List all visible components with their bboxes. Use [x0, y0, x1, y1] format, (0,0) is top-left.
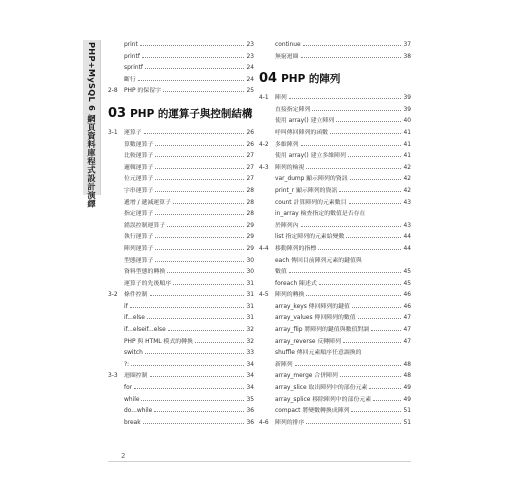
- dot-leader: [154, 411, 244, 412]
- page-ref: 44: [403, 234, 411, 241]
- dot-leader: [155, 168, 244, 169]
- entry-title: 直接指定陣列: [275, 106, 311, 113]
- page-ref: 24: [246, 65, 254, 72]
- dot-leader: [306, 423, 401, 424]
- toc-entry[interactable]: [108, 198, 254, 210]
- page-ref: 37: [403, 42, 411, 48]
- page-ref: 43: [403, 222, 411, 229]
- page-ref: 31: [246, 292, 254, 299]
- page-ref: 49: [403, 385, 411, 392]
- entry-title: in_array 檢查指定的數值是否存在: [275, 211, 366, 218]
- toc-entry[interactable]: [108, 325, 254, 337]
- page-ref: 23: [246, 42, 254, 48]
- entry-title: 運算子: [124, 129, 142, 136]
- page-ref: 28: [246, 187, 254, 194]
- toc-entry[interactable]: [108, 128, 254, 140]
- dot-leader: [340, 376, 401, 377]
- entry-title: 新陣列: [275, 361, 293, 368]
- entry-title: array_values 傳回陣列的數值: [275, 315, 356, 322]
- entry-title: 錯誤控制運算子: [124, 222, 166, 229]
- page-ref: 31: [246, 280, 254, 287]
- section-number: 4-6: [259, 419, 269, 426]
- toc-entry[interactable]: [259, 279, 411, 291]
- toc-entry[interactable]: [108, 163, 254, 175]
- toc-entry[interactable]: [259, 313, 411, 325]
- dot-leader: [130, 307, 244, 308]
- toc-entry[interactable]: [108, 348, 254, 360]
- page-ref: 38: [403, 53, 411, 60]
- dot-leader: [155, 191, 244, 192]
- page-ref: 51: [403, 408, 411, 415]
- entry-title: 使用 array() 建立多維陣列: [275, 153, 346, 160]
- entry-title: 資料型態的轉換: [124, 269, 166, 276]
- entry-title: switch: [124, 350, 143, 357]
- entry-title: 陣列: [275, 95, 287, 102]
- entry-title: 陣列的排序: [275, 419, 305, 426]
- dot-leader: [163, 91, 244, 92]
- page-ref: 47: [403, 315, 411, 322]
- page-ref: 25: [246, 88, 254, 95]
- page-ref: 45: [403, 280, 411, 287]
- entry-title: list 指定陣列的元素給變數: [275, 234, 345, 241]
- page-ref: 49: [403, 396, 411, 403]
- entry-title: 無窮迴圈: [275, 53, 299, 60]
- entry-title: continue: [275, 42, 301, 48]
- page-ref: 36: [246, 419, 254, 426]
- entry-title: array_reverse 反轉陣列: [275, 338, 341, 345]
- entry-title: each 傳回目前陣列元素的鍵值與: [275, 257, 362, 264]
- toc-entry[interactable]: [108, 174, 254, 186]
- toc-entry[interactable]: [259, 163, 411, 175]
- toc-entry[interactable]: [259, 371, 411, 383]
- dot-leader: [150, 376, 244, 377]
- toc-entry[interactable]: [108, 406, 254, 418]
- page-ref: 44: [403, 245, 411, 252]
- page-ref: 34: [246, 385, 254, 392]
- page-ref: 40: [403, 118, 411, 125]
- footer-rule: [108, 461, 411, 462]
- entry-title: array_keys 傳回陣列的鍵值: [275, 303, 350, 310]
- toc-entry[interactable]: [259, 395, 411, 407]
- chapter-number: 03: [108, 105, 127, 121]
- page-ref: 29: [246, 234, 254, 241]
- entry-title: array_merge 合併陣列: [275, 373, 338, 380]
- dot-leader: [155, 145, 244, 146]
- dot-leader: [195, 342, 244, 343]
- dot-leader: [155, 214, 244, 215]
- side-tab-title: PHP+MySQL 6 網頁資料庫程式設計演繹: [87, 42, 97, 208]
- dot-leader: [301, 57, 401, 58]
- toc-entry[interactable]: [259, 174, 411, 186]
- entry-title: if...else: [124, 315, 145, 322]
- toc-entry[interactable]: [108, 279, 254, 291]
- entry-title: 條件控制: [124, 292, 148, 299]
- dot-leader: [150, 295, 244, 296]
- entry-title: 運算子的先後順序: [124, 280, 172, 287]
- dot-leader: [289, 98, 401, 99]
- entry-title: count 計算陣列的元素數目: [275, 199, 347, 206]
- dot-leader: [143, 423, 244, 424]
- dot-leader: [289, 272, 401, 273]
- dot-leader: [319, 284, 401, 285]
- entry-title: 算數運算子: [124, 141, 154, 148]
- toc-entry[interactable]: [108, 244, 254, 256]
- entry-title: PHP 的保留字: [124, 88, 161, 95]
- dot-leader: [155, 261, 244, 262]
- entry-title: while: [124, 396, 140, 403]
- dot-leader: [173, 284, 244, 285]
- page-ref: 47: [403, 338, 411, 345]
- toc-entry[interactable]: [108, 232, 254, 244]
- page-ref: 34: [246, 361, 254, 368]
- toc-right-column: [259, 40, 411, 429]
- dot-leader: [138, 80, 244, 81]
- dot-leader: [145, 353, 244, 354]
- entry-title: print: [124, 42, 138, 48]
- toc-entry[interactable]: [108, 151, 254, 163]
- toc-entry[interactable]: [108, 40, 254, 52]
- toc-entry[interactable]: [259, 244, 411, 256]
- toc-entry[interactable]: [108, 360, 254, 372]
- toc-entry[interactable]: [108, 63, 254, 75]
- page-ref: 48: [403, 373, 411, 380]
- entry-title: sprintf: [124, 65, 143, 72]
- entry-title: 比較運算子: [124, 153, 154, 160]
- dot-leader: [339, 191, 401, 192]
- toc-entry[interactable]: [108, 140, 254, 152]
- page-ref: 36: [246, 408, 254, 415]
- entry-title: 字串運算子: [124, 187, 154, 194]
- entry-title: 遞增 / 遞減運算子: [124, 199, 171, 206]
- page-ref: 30: [246, 269, 254, 276]
- entry-title: if: [124, 303, 128, 310]
- dot-leader: [155, 249, 244, 250]
- entry-title: do...while: [124, 408, 153, 415]
- toc-entry[interactable]: [108, 302, 254, 314]
- dot-leader: [351, 411, 401, 412]
- dot-leader: [348, 156, 401, 157]
- chapter-heading: [259, 68, 411, 90]
- chapter-heading: [108, 103, 254, 125]
- entry-title: 邏輯運算子: [124, 164, 154, 171]
- toc-entry[interactable]: [259, 360, 411, 372]
- dot-leader: [167, 272, 244, 273]
- page-ref: 27: [246, 176, 254, 183]
- toc-entry[interactable]: [108, 383, 254, 395]
- page-ref: 45: [403, 269, 411, 276]
- dot-leader: [155, 237, 244, 238]
- toc-entry[interactable]: [259, 348, 411, 360]
- page-ref: 28: [246, 199, 254, 206]
- toc-entry[interactable]: [259, 406, 411, 418]
- page-ref: 43: [403, 199, 411, 206]
- page-ref: 31: [246, 315, 254, 322]
- entry-title: 呼叫傳回陣列的函數: [275, 129, 329, 136]
- entry-title: var_dump 顯示陣列的資訊: [275, 176, 348, 183]
- page-ref: 32: [246, 338, 254, 345]
- entry-title: 陣列運算子: [124, 245, 154, 252]
- dot-leader: [336, 121, 401, 122]
- page-ref: 42: [403, 187, 411, 194]
- toc-entry[interactable]: [108, 313, 254, 325]
- toc-entry[interactable]: [259, 40, 411, 52]
- toc-entry[interactable]: [108, 371, 254, 383]
- dot-leader: [350, 179, 401, 180]
- dot-leader: [306, 295, 401, 296]
- section-number: 3-1: [108, 129, 118, 136]
- toc-entry[interactable]: [259, 256, 411, 268]
- page-ref: 47: [403, 327, 411, 334]
- dot-leader: [346, 237, 401, 238]
- dot-leader: [141, 400, 244, 401]
- page-ref: 48: [403, 361, 411, 368]
- dot-leader: [358, 318, 401, 319]
- entry-title: for: [124, 385, 133, 392]
- page-ref: 42: [403, 164, 411, 171]
- entry-title: print_r 顯示陣列的資訊: [275, 187, 338, 194]
- page-ref: 30: [246, 257, 254, 264]
- entry-title: 使用 array() 建立陣列: [275, 118, 335, 125]
- dot-leader: [155, 179, 244, 180]
- dot-leader: [142, 57, 244, 58]
- dot-leader: [373, 400, 401, 401]
- page-ref: 41: [403, 129, 411, 136]
- page-ref: 42: [403, 176, 411, 183]
- toc-entry[interactable]: [259, 337, 411, 349]
- dot-leader: [371, 330, 401, 331]
- section-number: 3-2: [108, 292, 118, 299]
- toc-entry[interactable]: [259, 267, 411, 279]
- page-number: 2: [121, 452, 126, 460]
- toc-entry[interactable]: [259, 151, 411, 163]
- section-number: 3-3: [108, 373, 118, 380]
- page-ref: 27: [246, 164, 254, 171]
- entry-title: shuffle 傳回元素順序任意調換的: [275, 350, 362, 357]
- dot-leader: [167, 226, 244, 227]
- dot-leader: [343, 342, 401, 343]
- page-ref: 26: [246, 129, 254, 136]
- toc-entry[interactable]: [259, 325, 411, 337]
- entry-title: 斷行: [124, 76, 136, 83]
- chapter-title: PHP 的運算子與控制結構: [130, 107, 253, 120]
- page-ref: 29: [246, 245, 254, 252]
- page-ref: 35: [246, 396, 254, 403]
- toc-entry[interactable]: [259, 290, 411, 302]
- entry-title: ?:: [124, 361, 130, 368]
- toc-entry[interactable]: [259, 105, 411, 117]
- toc-entry[interactable]: [259, 302, 411, 314]
- page-margin: [0, 0, 66, 500]
- entry-title: 移動陣列的指標: [275, 245, 317, 252]
- toc-entry[interactable]: [259, 209, 411, 221]
- dot-leader: [155, 156, 244, 157]
- toc-entry[interactable]: [108, 256, 254, 268]
- toc-entry[interactable]: [259, 383, 411, 395]
- dot-leader: [306, 168, 401, 169]
- page-ref: 26: [246, 141, 254, 148]
- page-ref: 24: [246, 76, 254, 83]
- page-ref: 27: [246, 153, 254, 160]
- page-ref: 33: [246, 350, 254, 357]
- toc-entry[interactable]: [259, 418, 411, 430]
- toc-entry[interactable]: [108, 86, 254, 98]
- section-number: 4-2: [259, 141, 269, 148]
- dot-leader: [134, 388, 244, 389]
- toc-entry[interactable]: [108, 395, 254, 407]
- dot-leader: [318, 249, 401, 250]
- page-ref: 46: [403, 292, 411, 299]
- entry-title: array_flip 將陣列的鍵值與數值對調: [275, 327, 370, 334]
- dot-leader: [173, 203, 244, 204]
- entry-title: 執行運算子: [124, 234, 154, 241]
- toc-entry[interactable]: [108, 337, 254, 349]
- entry-title: array_slice 取出陣列中的部份元素: [275, 385, 368, 392]
- dot-leader: [295, 365, 401, 366]
- toc-entry[interactable]: [259, 140, 411, 152]
- dot-leader: [145, 68, 244, 69]
- dot-leader: [301, 226, 401, 227]
- entry-title: 於陣列內: [275, 222, 299, 229]
- dot-leader: [303, 45, 401, 46]
- dot-leader: [369, 388, 401, 389]
- chapter-number: 04: [259, 71, 278, 87]
- toc-entry[interactable]: [108, 186, 254, 198]
- toc-entry[interactable]: [108, 221, 254, 233]
- entry-title: break: [124, 419, 141, 426]
- toc-entry[interactable]: [259, 116, 411, 128]
- entry-title: 陣列的轉換: [275, 292, 305, 299]
- section-number: 4-4: [259, 245, 269, 252]
- page-ref: 51: [403, 419, 411, 426]
- dot-leader: [352, 307, 401, 308]
- dot-leader: [168, 330, 244, 331]
- page-ref: 28: [246, 211, 254, 218]
- page-ref: 41: [403, 141, 411, 148]
- entry-title: 陣列的檢視: [275, 164, 305, 171]
- entry-title: foreach 陳述式: [275, 280, 317, 287]
- dot-leader: [349, 203, 401, 204]
- toc-entry[interactable]: [259, 198, 411, 210]
- toc-entry[interactable]: [259, 93, 411, 105]
- page-ref: 31: [246, 303, 254, 310]
- toc-entry[interactable]: [108, 52, 254, 64]
- toc-entry[interactable]: [259, 186, 411, 198]
- toc-entry[interactable]: [108, 209, 254, 221]
- dot-leader: [140, 45, 244, 46]
- page-ref: 39: [403, 95, 411, 102]
- page-ref: 41: [403, 153, 411, 160]
- toc-entry[interactable]: [108, 267, 254, 279]
- dot-leader: [312, 110, 401, 111]
- entry-title: 型態運算子: [124, 257, 154, 264]
- section-number: 2-8: [108, 88, 118, 95]
- toc-entry[interactable]: [259, 232, 411, 244]
- entry-title: 位元運算子: [124, 176, 154, 183]
- page-ref: 39: [403, 106, 411, 113]
- page-ref: 29: [246, 222, 254, 229]
- entry-title: 多維陣列: [275, 141, 299, 148]
- dot-leader: [144, 133, 244, 134]
- entry-title: compact 將變數轉換成陣列: [275, 408, 350, 415]
- page-ref: 23: [246, 53, 254, 60]
- toc-entry[interactable]: [108, 418, 254, 430]
- page-ref: 34: [246, 373, 254, 380]
- page-ref: 32: [246, 327, 254, 334]
- toc-entry[interactable]: [259, 221, 411, 233]
- entry-title: 數值: [275, 269, 287, 276]
- toc-entry[interactable]: [259, 128, 411, 140]
- section-number: 4-1: [259, 95, 269, 102]
- dot-leader: [147, 318, 244, 319]
- dot-leader: [301, 145, 401, 146]
- section-number: 4-3: [259, 164, 269, 171]
- dot-leader: [330, 133, 401, 134]
- toc-left-column: [108, 40, 254, 429]
- entry-title: 迴圈控制: [124, 373, 148, 380]
- entry-title: PHP 與 HTML 模式的轉換: [124, 338, 193, 345]
- entry-title: 指定運算子: [124, 211, 154, 218]
- entry-title: if...elseif...else: [124, 327, 166, 334]
- entry-title: printf: [124, 53, 140, 60]
- chapter-title: PHP 的陣列: [281, 73, 341, 86]
- entry-title: array_splice 移除陣列中的部份元素: [275, 396, 372, 403]
- toc-entry[interactable]: [108, 290, 254, 302]
- section-number: 4-5: [259, 292, 269, 299]
- page-ref: 46: [403, 303, 411, 310]
- dot-leader: [131, 365, 244, 366]
- toc-entry[interactable]: [108, 75, 254, 87]
- toc-entry[interactable]: [259, 52, 411, 64]
